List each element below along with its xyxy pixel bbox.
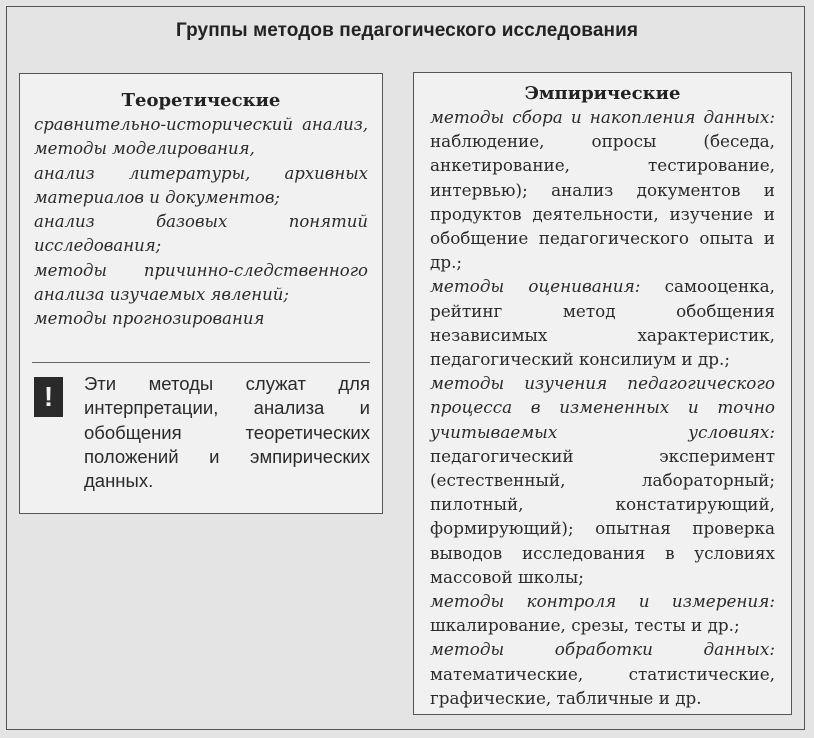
theoretical-methods-list [20,113,382,332]
empirical-method-label: методы оценивания: [430,276,641,297]
empirical-methods-box [413,72,792,715]
theoretical-methods-box [19,73,383,514]
empirical-method-text: шкалирование, срезы, тесты и др.; [430,615,740,636]
empirical-method-text: самооценка, рейтинг метод обобщения независимых характеристик, педагогический консилиум и др.; [430,276,775,370]
empirical-method-text: наблюдение, опросы (беседа, анкетирование, тестирование, интервью); анализ документов и продуктов деятельности, изучение и обобщение педагогического опыта и др.; [430,131,775,273]
empirical-method-group [430,589,775,637]
empirical-method-label: методы сбора и накопления данных: [430,107,775,127]
theoretical-method-item: сравнительно-исторический анализ, методы моделирования, [34,115,368,159]
empirical-method-label: методы контроля и измерения: [430,591,775,612]
empirical-method-text: математические, статистические, графические, табличные и др. [430,663,775,708]
empirical-method-label: методы изучения педагогического процесса в измененных и точно учитываемых условиях: [430,373,775,442]
empirical-method-text: педагогический эксперимент (естественный, лабораторный; пилотный, констатирующий, формирующий); опытная проверка выводов исследования в условиях массовой школы; [430,445,775,587]
theoretical-method-item: методы прогнозирования [34,309,265,329]
exclamation-icon: ! [34,377,63,417]
empirical-method-group [430,274,775,371]
theoretical-method-item: анализ базовых понятий исследования; [34,212,368,256]
empirical-method-group [430,105,775,274]
empirical-method-group [430,371,775,589]
theoretical-method-item: методы причинно-следственного анализа изучаемых явлений; [34,260,368,305]
note-block [34,372,370,493]
empirical-method-label: методы обработки данных: [430,639,775,660]
theoretical-method-item: анализ литературы, архивных материалов и документов; [34,163,368,207]
empirical-method-group [430,637,775,710]
page-title: Группы методов педагогического исследования [175,20,639,41]
note-text: Эти методы служат для интерпретации, анализа и обобщения теоретических положений и эмпирических данных. [84,373,370,492]
empirical-heading: Эмпирические [524,83,681,104]
empirical-methods-list [414,105,791,710]
theoretical-heading: Теоретические [121,90,281,111]
divider [32,362,370,363]
